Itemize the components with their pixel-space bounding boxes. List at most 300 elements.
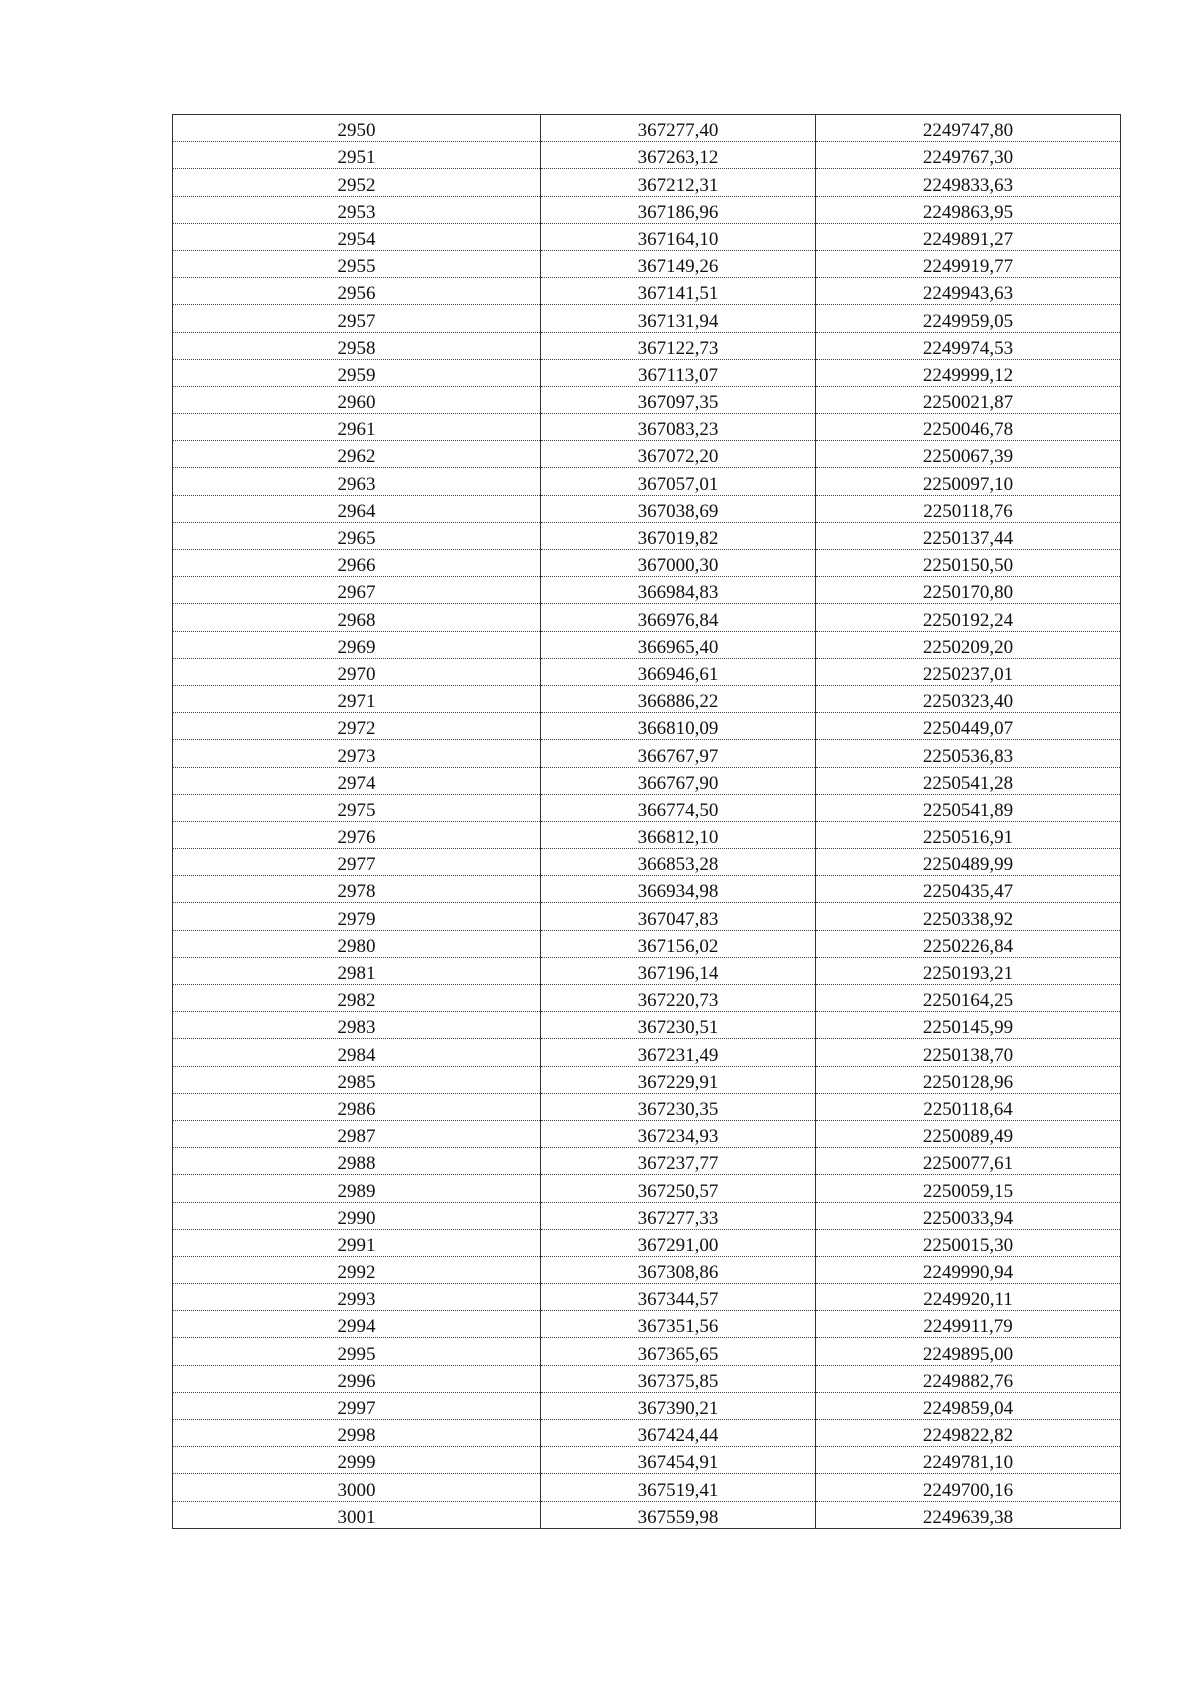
- point-number-cell: [173, 1501, 541, 1528]
- x-coordinate-cell: [541, 957, 816, 984]
- x-coordinate-text: 367047,83: [637, 908, 719, 930]
- y-coordinate-text: 2249639,38: [922, 1506, 1014, 1528]
- y-coordinate-text: 2250021,87: [922, 392, 1014, 414]
- table-row: [173, 685, 1121, 712]
- point-number-text: 2964: [337, 500, 376, 522]
- point-number-text: 2954: [337, 228, 376, 250]
- x-coordinate-text: 367237,77: [637, 1153, 719, 1175]
- point-number-cell: [173, 278, 541, 305]
- table-row: [173, 1012, 1121, 1039]
- table-row: [173, 1474, 1121, 1501]
- point-number-text: 2983: [337, 1017, 376, 1039]
- y-coordinate-text: 2249943,63: [922, 283, 1014, 305]
- y-coordinate-text: 2250150,50: [922, 555, 1014, 577]
- x-coordinate-cell: [541, 658, 816, 685]
- point-number-text: 2995: [337, 1343, 376, 1365]
- y-coordinate-cell: [816, 1501, 1121, 1528]
- point-number-text: 2981: [337, 963, 376, 984]
- table-row: [173, 386, 1121, 413]
- point-number-text: 2956: [337, 283, 376, 305]
- point-number-cell: [173, 1039, 541, 1066]
- point-number-text: 2999: [337, 1452, 376, 1474]
- point-number-text: 2952: [337, 174, 376, 196]
- x-coordinate-text: 366946,61: [637, 663, 719, 685]
- table-row: [173, 550, 1121, 577]
- point-number-text: 2959: [337, 364, 376, 386]
- y-coordinate-text: 2249895,00: [922, 1343, 1014, 1365]
- y-coordinate-text: 2250059,15: [922, 1180, 1014, 1202]
- point-number-text: 2972: [337, 718, 376, 740]
- x-coordinate-text: 367149,26: [637, 256, 719, 278]
- x-coordinate-cell: [541, 1284, 816, 1311]
- point-number-cell: [173, 115, 541, 142]
- point-number-cell: [173, 740, 541, 767]
- y-coordinate-cell: [816, 985, 1121, 1012]
- y-coordinate-text: 2249920,11: [923, 1289, 1013, 1311]
- x-coordinate-cell: [541, 1311, 816, 1338]
- point-number-cell: [173, 332, 541, 359]
- point-number-text: 2998: [337, 1425, 376, 1447]
- y-coordinate-text: 2250541,89: [922, 799, 1014, 821]
- table-row: [173, 115, 1121, 142]
- y-coordinate-text: 2249833,63: [922, 174, 1014, 196]
- y-coordinate-text: 2250138,70: [922, 1044, 1014, 1066]
- y-coordinate-cell: [816, 604, 1121, 631]
- x-coordinate-cell: [541, 196, 816, 223]
- y-coordinate-cell: [816, 631, 1121, 658]
- x-coordinate-cell: [541, 821, 816, 848]
- x-coordinate-cell: [541, 685, 816, 712]
- table-row: [173, 1175, 1121, 1202]
- x-coordinate-text: 367277,33: [637, 1207, 719, 1229]
- y-coordinate-cell: [816, 1148, 1121, 1175]
- y-coordinate-cell: [816, 1229, 1121, 1256]
- y-coordinate-cell: [816, 1039, 1121, 1066]
- x-coordinate-text: 367277,40: [637, 120, 719, 142]
- point-number-cell: [173, 604, 541, 631]
- x-coordinate-cell: [541, 550, 816, 577]
- point-number-cell: [173, 685, 541, 712]
- point-number-cell: [173, 1066, 541, 1093]
- y-coordinate-cell: [816, 1338, 1121, 1365]
- x-coordinate-text: 367229,91: [637, 1071, 719, 1093]
- point-number-cell: [173, 1229, 541, 1256]
- point-number-text: 2962: [337, 446, 376, 468]
- table-row: [173, 1229, 1121, 1256]
- y-coordinate-cell: [816, 1093, 1121, 1120]
- table-row: [173, 1256, 1121, 1283]
- point-number-cell: [173, 1148, 541, 1175]
- point-number-text: 2989: [337, 1180, 376, 1202]
- y-coordinate-cell: [816, 903, 1121, 930]
- y-coordinate-text: 2249882,76: [922, 1370, 1014, 1392]
- x-coordinate-cell: [541, 740, 816, 767]
- y-coordinate-text: 2250097,10: [922, 473, 1014, 495]
- point-number-cell: [173, 495, 541, 522]
- x-coordinate-text: 367097,35: [637, 392, 719, 414]
- x-coordinate-text: 367519,41: [637, 1479, 719, 1501]
- x-coordinate-cell: [541, 332, 816, 359]
- table-row: [173, 1447, 1121, 1474]
- y-coordinate-cell: [816, 522, 1121, 549]
- x-coordinate-text: 367164,10: [637, 228, 719, 250]
- table-row: [173, 223, 1121, 250]
- x-coordinate-cell: [541, 604, 816, 631]
- x-coordinate-text: 367141,51: [637, 283, 719, 305]
- point-number-text: 2967: [337, 582, 376, 604]
- y-coordinate-cell: [816, 278, 1121, 305]
- x-coordinate-text: 367186,96: [637, 201, 719, 223]
- x-coordinate-text: 367072,20: [637, 446, 719, 468]
- point-number-text: 2951: [337, 147, 376, 169]
- x-coordinate-cell: [541, 1365, 816, 1392]
- x-coordinate-text: 367212,31: [637, 174, 719, 196]
- y-coordinate-cell: [816, 1447, 1121, 1474]
- table-row: [173, 767, 1121, 794]
- table-row: [173, 849, 1121, 876]
- y-coordinate-cell: [816, 1392, 1121, 1419]
- x-coordinate-text: 367344,57: [637, 1289, 719, 1311]
- y-coordinate-cell: [816, 713, 1121, 740]
- x-coordinate-cell: [541, 903, 816, 930]
- table-row: [173, 713, 1121, 740]
- y-coordinate-text: 2250536,83: [922, 745, 1014, 767]
- table-row: [173, 278, 1121, 305]
- y-coordinate-cell: [816, 414, 1121, 441]
- point-number-text: 2992: [337, 1262, 376, 1284]
- y-coordinate-text: 2250237,01: [922, 663, 1014, 685]
- x-coordinate-text: 367351,56: [637, 1316, 719, 1338]
- x-coordinate-text: 367220,73: [637, 990, 719, 1012]
- y-coordinate-text: 2249767,30: [922, 147, 1014, 169]
- y-coordinate-text: 2250089,49: [922, 1126, 1014, 1148]
- x-coordinate-text: 366976,84: [637, 609, 719, 631]
- point-number-cell: [173, 930, 541, 957]
- y-coordinate-cell: [816, 849, 1121, 876]
- point-number-text: 2960: [337, 392, 376, 414]
- x-coordinate-cell: [541, 1066, 816, 1093]
- x-coordinate-text: 367231,49: [637, 1044, 719, 1066]
- x-coordinate-cell: [541, 849, 816, 876]
- table-row: [173, 1338, 1121, 1365]
- point-number-cell: [173, 1392, 541, 1419]
- y-coordinate-cell: [816, 930, 1121, 957]
- x-coordinate-text: 367454,91: [637, 1452, 719, 1474]
- x-coordinate-cell: [541, 223, 816, 250]
- point-number-text: 2994: [337, 1316, 376, 1338]
- point-number-cell: [173, 1365, 541, 1392]
- point-number-cell: [173, 658, 541, 685]
- y-coordinate-text: 2250164,25: [922, 990, 1014, 1012]
- y-coordinate-cell: [816, 1202, 1121, 1229]
- table-row: [173, 876, 1121, 903]
- y-coordinate-text: 2249959,05: [922, 310, 1014, 332]
- x-coordinate-text: 366984,83: [637, 582, 719, 604]
- x-coordinate-cell: [541, 468, 816, 495]
- point-number-cell: [173, 441, 541, 468]
- point-number-cell: [173, 223, 541, 250]
- x-coordinate-text: 367375,85: [637, 1370, 719, 1392]
- table-row: [173, 1392, 1121, 1419]
- y-coordinate-text: 2250170,80: [922, 582, 1014, 604]
- table-row: [173, 1120, 1121, 1147]
- y-coordinate-cell: [816, 495, 1121, 522]
- point-number-cell: [173, 1420, 541, 1447]
- y-coordinate-cell: [816, 767, 1121, 794]
- y-coordinate-text: 2250077,61: [922, 1153, 1014, 1175]
- table-row: [173, 305, 1121, 332]
- point-number-cell: [173, 713, 541, 740]
- point-number-text: 2970: [337, 663, 376, 685]
- y-coordinate-text: 2250489,99: [922, 854, 1014, 876]
- point-number-cell: [173, 250, 541, 277]
- point-number-cell: [173, 631, 541, 658]
- table-row: [173, 604, 1121, 631]
- table-row: [173, 332, 1121, 359]
- y-coordinate-text: 2250226,84: [922, 935, 1014, 957]
- x-coordinate-cell: [541, 577, 816, 604]
- x-coordinate-cell: [541, 1229, 816, 1256]
- y-coordinate-cell: [816, 305, 1121, 332]
- y-coordinate-cell: [816, 359, 1121, 386]
- table-row: [173, 903, 1121, 930]
- table-row: [173, 1202, 1121, 1229]
- table-row: [173, 1420, 1121, 1447]
- y-coordinate-text: 2250118,76: [923, 500, 1013, 522]
- point-number-text: 2973: [337, 745, 376, 767]
- y-coordinate-cell: [816, 1256, 1121, 1283]
- y-coordinate-cell: [816, 142, 1121, 169]
- point-number-cell: [173, 1093, 541, 1120]
- point-number-text: 2997: [337, 1398, 376, 1419]
- x-coordinate-cell: [541, 1039, 816, 1066]
- y-coordinate-text: 2250193,21: [922, 963, 1014, 984]
- x-coordinate-cell: [541, 142, 816, 169]
- table-row: [173, 577, 1121, 604]
- point-number-cell: [173, 876, 541, 903]
- y-coordinate-text: 2250541,28: [922, 772, 1014, 794]
- y-coordinate-text: 2250067,39: [922, 446, 1014, 468]
- x-coordinate-text: 367156,02: [637, 935, 719, 957]
- x-coordinate-text: 366810,09: [637, 718, 719, 740]
- point-number-text: 2982: [337, 990, 376, 1012]
- x-coordinate-cell: [541, 1175, 816, 1202]
- y-coordinate-cell: [816, 876, 1121, 903]
- y-coordinate-text: 2250516,91: [922, 827, 1014, 849]
- y-coordinate-cell: [816, 1012, 1121, 1039]
- point-number-cell: [173, 169, 541, 196]
- x-coordinate-text: 367038,69: [637, 500, 719, 522]
- table-row: [173, 985, 1121, 1012]
- x-coordinate-cell: [541, 794, 816, 821]
- point-number-cell: [173, 1120, 541, 1147]
- y-coordinate-cell: [816, 115, 1121, 142]
- point-number-cell: [173, 1202, 541, 1229]
- x-coordinate-text: 367263,12: [637, 147, 719, 169]
- point-number-text: 2958: [337, 337, 376, 359]
- x-coordinate-text: 366767,97: [637, 745, 719, 767]
- x-coordinate-text: 366853,28: [637, 854, 719, 876]
- y-coordinate-cell: [816, 196, 1121, 223]
- point-number-cell: [173, 386, 541, 413]
- table-row: [173, 957, 1121, 984]
- y-coordinate-text: 2249700,16: [922, 1479, 1014, 1501]
- point-number-text: 2950: [337, 120, 376, 142]
- x-coordinate-text: 367424,44: [637, 1425, 719, 1447]
- y-coordinate-text: 2250323,40: [922, 691, 1014, 713]
- table-row: [173, 359, 1121, 386]
- point-number-cell: [173, 577, 541, 604]
- point-number-cell: [173, 1338, 541, 1365]
- point-number-cell: [173, 821, 541, 848]
- point-number-text: 2987: [337, 1126, 376, 1148]
- point-number-cell: [173, 359, 541, 386]
- point-number-text: 2965: [337, 528, 376, 549]
- point-number-text: 3001: [337, 1506, 376, 1528]
- x-coordinate-text: 366965,40: [637, 636, 719, 658]
- point-number-text: 2977: [337, 854, 376, 876]
- x-coordinate-text: 367559,98: [637, 1506, 719, 1528]
- y-coordinate-cell: [816, 386, 1121, 413]
- x-coordinate-cell: [541, 359, 816, 386]
- y-coordinate-cell: [816, 1066, 1121, 1093]
- table-row: [173, 1501, 1121, 1528]
- x-coordinate-cell: [541, 1120, 816, 1147]
- point-number-text: 2996: [337, 1370, 376, 1392]
- x-coordinate-text: 367230,35: [637, 1098, 719, 1120]
- y-coordinate-cell: [816, 441, 1121, 468]
- x-coordinate-text: 367122,73: [637, 337, 719, 359]
- table-row: [173, 1365, 1121, 1392]
- table-row: [173, 468, 1121, 495]
- y-coordinate-cell: [816, 169, 1121, 196]
- x-coordinate-cell: [541, 1420, 816, 1447]
- x-coordinate-cell: [541, 495, 816, 522]
- x-coordinate-text: 367113,07: [637, 364, 719, 386]
- table-row: [173, 740, 1121, 767]
- y-coordinate-text: 2249859,04: [922, 1398, 1014, 1419]
- point-number-text: 2993: [337, 1289, 376, 1311]
- x-coordinate-cell: [541, 250, 816, 277]
- x-coordinate-cell: [541, 522, 816, 549]
- x-coordinate-text: 367390,21: [637, 1398, 719, 1419]
- point-number-text: 2974: [337, 772, 376, 794]
- y-coordinate-text: 2250046,78: [922, 419, 1014, 441]
- point-number-cell: [173, 767, 541, 794]
- table-row: [173, 930, 1121, 957]
- x-coordinate-cell: [541, 305, 816, 332]
- point-number-text: 2968: [337, 609, 376, 631]
- point-number-cell: [173, 985, 541, 1012]
- point-number-cell: [173, 468, 541, 495]
- point-number-cell: [173, 1175, 541, 1202]
- point-number-cell: [173, 1256, 541, 1283]
- coordinates-table: [172, 114, 1121, 1529]
- table-row: [173, 196, 1121, 223]
- y-coordinate-text: 2250449,07: [922, 718, 1014, 740]
- point-number-cell: [173, 550, 541, 577]
- y-coordinate-cell: [816, 332, 1121, 359]
- y-coordinate-text: 2249863,95: [922, 201, 1014, 223]
- y-coordinate-cell: [816, 1311, 1121, 1338]
- x-coordinate-cell: [541, 1012, 816, 1039]
- y-coordinate-cell: [816, 223, 1121, 250]
- point-number-text: 2985: [337, 1071, 376, 1093]
- point-number-text: 2971: [337, 691, 376, 713]
- table-row: [173, 414, 1121, 441]
- y-coordinate-text: 2250128,96: [922, 1071, 1014, 1093]
- y-coordinate-text: 2249990,94: [922, 1262, 1014, 1284]
- x-coordinate-text: 366886,22: [637, 691, 719, 713]
- x-coordinate-cell: [541, 767, 816, 794]
- y-coordinate-text: 2249919,77: [922, 256, 1014, 278]
- table-row: [173, 441, 1121, 468]
- table-row: [173, 1148, 1121, 1175]
- y-coordinate-cell: [816, 1175, 1121, 1202]
- point-number-text: 2990: [337, 1207, 376, 1229]
- y-coordinate-cell: [816, 1284, 1121, 1311]
- x-coordinate-cell: [541, 713, 816, 740]
- x-coordinate-text: 366767,90: [637, 772, 719, 794]
- x-coordinate-cell: [541, 1474, 816, 1501]
- x-coordinate-text: 367000,30: [637, 555, 719, 577]
- y-coordinate-text: 2250338,92: [922, 908, 1014, 930]
- point-number-cell: [173, 1311, 541, 1338]
- x-coordinate-cell: [541, 386, 816, 413]
- table-row: [173, 1039, 1121, 1066]
- x-coordinate-text: 366934,98: [637, 881, 719, 903]
- y-coordinate-cell: [816, 1474, 1121, 1501]
- x-coordinate-text: 367234,93: [637, 1126, 719, 1148]
- table-row: [173, 658, 1121, 685]
- y-coordinate-text: 2250209,20: [922, 636, 1014, 658]
- y-coordinate-cell: [816, 740, 1121, 767]
- x-coordinate-cell: [541, 1447, 816, 1474]
- point-number-text: 2980: [337, 935, 376, 957]
- y-coordinate-text: 2250033,94: [922, 1207, 1014, 1229]
- point-number-cell: [173, 196, 541, 223]
- x-coordinate-cell: [541, 1093, 816, 1120]
- x-coordinate-text: 367308,86: [637, 1262, 719, 1284]
- x-coordinate-cell: [541, 1148, 816, 1175]
- point-number-text: 2986: [337, 1098, 376, 1120]
- table-row: [173, 250, 1121, 277]
- x-coordinate-text: 367131,94: [637, 310, 719, 332]
- y-coordinate-text: 2250137,44: [922, 528, 1014, 549]
- x-coordinate-text: 366774,50: [637, 799, 719, 821]
- point-number-text: 2953: [337, 201, 376, 223]
- point-number-text: 2991: [337, 1234, 376, 1256]
- point-number-text: 2978: [337, 881, 376, 903]
- point-number-cell: [173, 849, 541, 876]
- point-number-text: 2963: [337, 473, 376, 495]
- x-coordinate-text: 367057,01: [637, 473, 719, 495]
- x-coordinate-cell: [541, 985, 816, 1012]
- y-coordinate-cell: [816, 1120, 1121, 1147]
- x-coordinate-cell: [541, 631, 816, 658]
- point-number-text: 2955: [337, 256, 376, 278]
- point-number-cell: [173, 142, 541, 169]
- point-number-text: 2979: [337, 908, 376, 930]
- table-row: [173, 1284, 1121, 1311]
- x-coordinate-text: 367365,65: [637, 1343, 719, 1365]
- x-coordinate-text: 367019,82: [637, 528, 719, 549]
- x-coordinate-cell: [541, 278, 816, 305]
- y-coordinate-cell: [816, 957, 1121, 984]
- point-number-cell: [173, 903, 541, 930]
- table-row: [173, 821, 1121, 848]
- y-coordinate-text: 2249747,80: [922, 120, 1014, 142]
